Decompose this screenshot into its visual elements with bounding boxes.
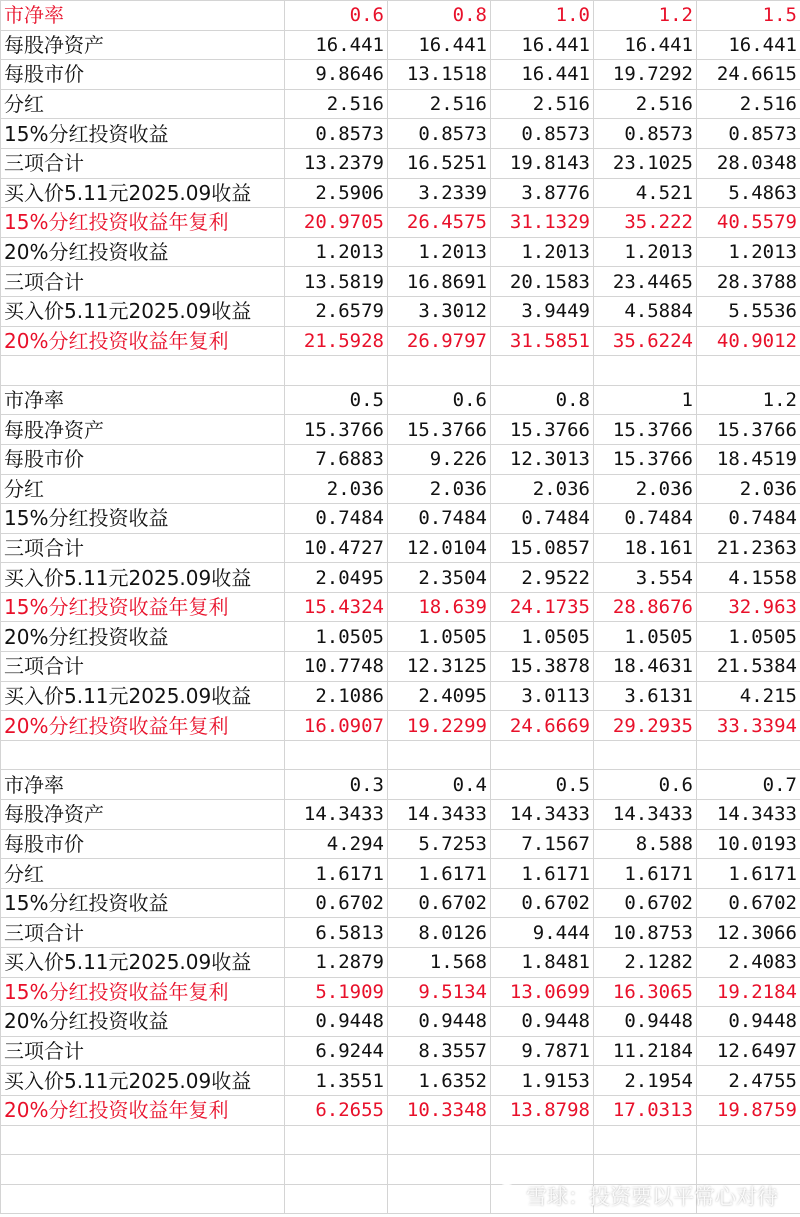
table-row xyxy=(1,888,800,918)
value-cell[interactable]: 2.036 xyxy=(594,474,697,504)
table-row xyxy=(1,89,800,119)
value-cell[interactable]: 1.0505 xyxy=(697,622,800,652)
row-label-cell[interactable]: 市净率 xyxy=(1,770,285,800)
empty-row xyxy=(1,1125,800,1155)
value-cell[interactable]: 9.444 xyxy=(491,918,594,948)
empty-cell[interactable] xyxy=(491,740,594,770)
table-row xyxy=(1,622,800,652)
value-cell[interactable]: 18.4519 xyxy=(697,444,800,474)
row-label-cell[interactable]: 每股净资产 xyxy=(1,415,285,445)
value-cell[interactable]: 16.3065 xyxy=(594,977,697,1007)
row-label-cell[interactable]: 15%分红投资收益年复利 xyxy=(1,208,285,238)
value-cell[interactable]: 19.2299 xyxy=(388,711,491,741)
table-row xyxy=(1,859,800,889)
value-cell[interactable]: 15.0857 xyxy=(491,533,594,563)
empty-cell[interactable] xyxy=(1,1184,285,1214)
table-row xyxy=(1,829,800,859)
value-cell[interactable]: 24.6615 xyxy=(697,60,800,90)
empty-cell[interactable] xyxy=(285,1155,388,1185)
table-row xyxy=(1,267,800,297)
value-cell[interactable]: 1.2879 xyxy=(285,948,388,978)
value-cell[interactable]: 5.5536 xyxy=(697,296,800,326)
value-cell[interactable]: 1.0505 xyxy=(491,622,594,652)
empty-row xyxy=(1,1155,800,1185)
value-cell[interactable]: 1.6171 xyxy=(388,859,491,889)
table-row xyxy=(1,770,800,800)
value-cell[interactable]: 15.3766 xyxy=(594,444,697,474)
row-label-cell[interactable]: 15%分红投资收益年复利 xyxy=(1,977,285,1007)
empty-cell[interactable] xyxy=(594,1125,697,1155)
value-cell[interactable]: 16.5251 xyxy=(388,148,491,178)
table-row xyxy=(1,208,800,238)
value-cell[interactable]: 1.8481 xyxy=(491,948,594,978)
row-label-cell[interactable]: 分红 xyxy=(1,474,285,504)
value-cell[interactable]: 1.0505 xyxy=(388,622,491,652)
table-row xyxy=(1,504,800,534)
empty-cell[interactable] xyxy=(594,1155,697,1185)
table-row xyxy=(1,1095,800,1125)
value-cell[interactable]: 13.0699 xyxy=(491,977,594,1007)
value-cell[interactable]: 35.6224 xyxy=(594,326,697,356)
empty-cell[interactable] xyxy=(388,1184,491,1214)
value-cell[interactable]: 0.7484 xyxy=(594,504,697,534)
row-label-cell[interactable]: 每股市价 xyxy=(1,829,285,859)
value-cell[interactable]: 23.1025 xyxy=(594,148,697,178)
value-cell[interactable]: 33.3394 xyxy=(697,711,800,741)
value-cell[interactable]: 35.222 xyxy=(594,208,697,238)
table-row xyxy=(1,296,800,326)
value-cell[interactable]: 2.516 xyxy=(388,89,491,119)
value-cell[interactable]: 15.4324 xyxy=(285,592,388,622)
row-label-cell[interactable]: 分红 xyxy=(1,89,285,119)
empty-row xyxy=(1,1184,800,1214)
value-cell[interactable]: 2.516 xyxy=(594,89,697,119)
value-cell[interactable]: 10.8753 xyxy=(594,918,697,948)
value-cell[interactable]: 16.0907 xyxy=(285,711,388,741)
empty-cell[interactable] xyxy=(697,1155,800,1185)
row-label-cell[interactable]: 买入价5.11元2025.09收益 xyxy=(1,178,285,208)
value-cell[interactable]: 16.441 xyxy=(697,30,800,60)
table-row xyxy=(1,563,800,593)
value-cell[interactable]: 12.6497 xyxy=(697,1036,800,1066)
value-cell[interactable]: 24.6669 xyxy=(491,711,594,741)
row-label-cell[interactable]: 每股净资产 xyxy=(1,800,285,830)
value-cell[interactable]: 10.3348 xyxy=(388,1095,491,1125)
empty-cell[interactable] xyxy=(697,1184,800,1214)
value-cell[interactable]: 19.2184 xyxy=(697,977,800,1007)
value-cell[interactable]: 15.3766 xyxy=(388,415,491,445)
empty-cell[interactable] xyxy=(491,1184,594,1214)
value-cell[interactable]: 9.5134 xyxy=(388,977,491,1007)
row-label-cell[interactable]: 15%分红投资收益 xyxy=(1,888,285,918)
row-label-cell[interactable]: 三项合计 xyxy=(1,533,285,563)
row-label-cell[interactable]: 每股市价 xyxy=(1,444,285,474)
empty-cell[interactable] xyxy=(388,740,491,770)
value-cell[interactable]: 1.6171 xyxy=(594,859,697,889)
empty-cell[interactable] xyxy=(1,356,285,386)
value-cell[interactable]: 10.0193 xyxy=(697,829,800,859)
value-cell[interactable]: 2.9522 xyxy=(491,563,594,593)
value-cell[interactable]: 3.6131 xyxy=(594,681,697,711)
empty-cell[interactable] xyxy=(491,1155,594,1185)
value-cell[interactable]: 2.0495 xyxy=(285,563,388,593)
value-cell[interactable]: 0.7484 xyxy=(285,504,388,534)
value-cell[interactable]: 2.036 xyxy=(491,474,594,504)
value-cell[interactable]: 0.8573 xyxy=(491,119,594,149)
row-label-cell[interactable]: 15%分红投资收益 xyxy=(1,119,285,149)
value-cell[interactable]: 3.554 xyxy=(594,563,697,593)
value-cell[interactable]: 14.3433 xyxy=(285,800,388,830)
value-cell[interactable]: 31.5851 xyxy=(491,326,594,356)
value-cell[interactable]: 13.1518 xyxy=(388,60,491,90)
value-cell[interactable]: 2.516 xyxy=(697,89,800,119)
value-cell[interactable]: 4.294 xyxy=(285,829,388,859)
value-cell[interactable]: 0.6702 xyxy=(594,888,697,918)
row-label-cell[interactable]: 20%分红投资收益 xyxy=(1,622,285,652)
value-cell[interactable]: 9.7871 xyxy=(491,1036,594,1066)
value-cell[interactable]: 8.588 xyxy=(594,829,697,859)
value-cell[interactable]: 18.639 xyxy=(388,592,491,622)
row-label-cell[interactable]: 每股市价 xyxy=(1,60,285,90)
row-label-cell[interactable]: 买入价5.11元2025.09收益 xyxy=(1,948,285,978)
value-cell[interactable]: 6.9244 xyxy=(285,1036,388,1066)
value-cell[interactable]: 15.3766 xyxy=(594,415,697,445)
row-label-cell[interactable]: 三项合计 xyxy=(1,267,285,297)
value-cell[interactable]: 0.4 xyxy=(388,770,491,800)
empty-cell[interactable] xyxy=(491,1125,594,1155)
value-cell[interactable]: 1 xyxy=(594,385,697,415)
value-cell[interactable]: 4.521 xyxy=(594,178,697,208)
value-cell[interactable]: 0.7484 xyxy=(697,504,800,534)
value-cell[interactable]: 19.7292 xyxy=(594,60,697,90)
value-cell[interactable]: 26.9797 xyxy=(388,326,491,356)
table-row xyxy=(1,119,800,149)
empty-cell[interactable] xyxy=(285,356,388,386)
value-cell[interactable]: 1.0505 xyxy=(285,622,388,652)
value-cell[interactable]: 12.3125 xyxy=(388,652,491,682)
value-cell[interactable]: 16.441 xyxy=(388,30,491,60)
value-cell[interactable]: 2.036 xyxy=(388,474,491,504)
value-cell[interactable]: 21.2363 xyxy=(697,533,800,563)
value-cell[interactable]: 23.4465 xyxy=(594,267,697,297)
value-cell[interactable]: 21.5384 xyxy=(697,652,800,682)
value-cell[interactable]: 2.1282 xyxy=(594,948,697,978)
value-cell[interactable]: 2.6579 xyxy=(285,296,388,326)
value-cell[interactable]: 0.9448 xyxy=(491,1007,594,1037)
value-cell[interactable]: 19.8759 xyxy=(697,1095,800,1125)
row-label-cell[interactable]: 市净率 xyxy=(1,385,285,415)
value-cell[interactable]: 0.5 xyxy=(491,770,594,800)
table-row xyxy=(1,977,800,1007)
value-cell[interactable]: 16.441 xyxy=(594,30,697,60)
value-cell[interactable]: 0.8 xyxy=(388,1,491,31)
value-cell[interactable]: 0.6 xyxy=(285,1,388,31)
table-row xyxy=(1,326,800,356)
empty-cell[interactable] xyxy=(1,1125,285,1155)
empty-cell[interactable] xyxy=(594,740,697,770)
table-row xyxy=(1,385,800,415)
table-row xyxy=(1,1036,800,1066)
value-cell[interactable]: 4.215 xyxy=(697,681,800,711)
value-cell[interactable]: 8.3557 xyxy=(388,1036,491,1066)
value-cell[interactable]: 29.2935 xyxy=(594,711,697,741)
value-cell[interactable]: 14.3433 xyxy=(697,800,800,830)
spreadsheet-body xyxy=(1,1,800,1214)
row-label-cell[interactable]: 三项合计 xyxy=(1,1036,285,1066)
value-cell[interactable]: 20.9705 xyxy=(285,208,388,238)
value-cell[interactable]: 0.9448 xyxy=(388,1007,491,1037)
value-cell[interactable]: 0.5 xyxy=(285,385,388,415)
row-label-cell[interactable]: 20%分红投资收益 xyxy=(1,1007,285,1037)
value-cell[interactable]: 1.568 xyxy=(388,948,491,978)
value-cell[interactable]: 20.1583 xyxy=(491,267,594,297)
value-cell[interactable]: 31.1329 xyxy=(491,208,594,238)
value-cell[interactable]: 2.516 xyxy=(491,89,594,119)
value-cell[interactable]: 13.2379 xyxy=(285,148,388,178)
value-cell[interactable]: 2.4083 xyxy=(697,948,800,978)
value-cell[interactable]: 6.2655 xyxy=(285,1095,388,1125)
empty-cell[interactable] xyxy=(285,740,388,770)
value-cell[interactable]: 0.7 xyxy=(697,770,800,800)
value-cell[interactable]: 40.9012 xyxy=(697,326,800,356)
value-cell[interactable]: 5.4863 xyxy=(697,178,800,208)
value-cell[interactable]: 8.0126 xyxy=(388,918,491,948)
value-cell[interactable]: 7.1567 xyxy=(491,829,594,859)
watermark-text: 雪球：投资要以平常心对待 xyxy=(526,1185,778,1209)
value-cell[interactable]: 16.441 xyxy=(285,30,388,60)
value-cell[interactable]: 1.2013 xyxy=(388,237,491,267)
empty-cell[interactable] xyxy=(388,1155,491,1185)
value-cell[interactable]: 18.4631 xyxy=(594,652,697,682)
value-cell[interactable]: 14.3433 xyxy=(594,800,697,830)
value-cell[interactable]: 0.8573 xyxy=(388,119,491,149)
empty-cell[interactable] xyxy=(388,1125,491,1155)
value-cell[interactable]: 0.8573 xyxy=(697,119,800,149)
value-cell[interactable]: 28.3788 xyxy=(697,267,800,297)
empty-cell[interactable] xyxy=(1,740,285,770)
table-row xyxy=(1,178,800,208)
value-cell[interactable]: 1.2013 xyxy=(594,237,697,267)
table-row xyxy=(1,533,800,563)
row-label-cell[interactable]: 三项合计 xyxy=(1,148,285,178)
empty-cell[interactable] xyxy=(388,356,491,386)
value-cell[interactable]: 6.5813 xyxy=(285,918,388,948)
table-row xyxy=(1,60,800,90)
value-cell[interactable]: 3.3012 xyxy=(388,296,491,326)
value-cell[interactable]: 14.3433 xyxy=(388,800,491,830)
value-cell[interactable]: 14.3433 xyxy=(491,800,594,830)
value-cell[interactable]: 0.8573 xyxy=(594,119,697,149)
empty-row xyxy=(1,356,800,386)
row-label-cell[interactable]: 买入价5.11元2025.09收益 xyxy=(1,563,285,593)
empty-row xyxy=(1,740,800,770)
row-label-cell[interactable]: 15%分红投资收益 xyxy=(1,504,285,534)
value-cell[interactable]: 0.6702 xyxy=(697,888,800,918)
value-cell[interactable]: 0.8573 xyxy=(285,119,388,149)
row-label-cell[interactable]: 每股净资产 xyxy=(1,30,285,60)
value-cell[interactable]: 0.7484 xyxy=(491,504,594,534)
value-cell[interactable]: 0.8 xyxy=(491,385,594,415)
value-cell[interactable]: 2.036 xyxy=(285,474,388,504)
row-label-cell[interactable]: 市净率 xyxy=(1,1,285,31)
value-cell[interactable]: 15.3766 xyxy=(491,415,594,445)
table-row xyxy=(1,444,800,474)
value-cell[interactable]: 3.9449 xyxy=(491,296,594,326)
value-cell[interactable]: 0.9448 xyxy=(697,1007,800,1037)
value-cell[interactable]: 4.1558 xyxy=(697,563,800,593)
row-label-cell[interactable]: 20%分红投资收益年复利 xyxy=(1,1095,285,1125)
value-cell[interactable]: 9.226 xyxy=(388,444,491,474)
value-cell[interactable]: 19.8143 xyxy=(491,148,594,178)
value-cell[interactable]: 11.2184 xyxy=(594,1036,697,1066)
value-cell[interactable]: 15.3766 xyxy=(697,415,800,445)
row-label-cell[interactable]: 15%分红投资收益年复利 xyxy=(1,592,285,622)
value-cell[interactable]: 0.7484 xyxy=(388,504,491,534)
value-cell[interactable]: 0.9448 xyxy=(285,1007,388,1037)
value-cell[interactable]: 9.8646 xyxy=(285,60,388,90)
empty-cell[interactable] xyxy=(1,1155,285,1185)
empty-cell[interactable] xyxy=(697,740,800,770)
value-cell[interactable]: 1.9153 xyxy=(491,1066,594,1096)
row-label-cell[interactable]: 分红 xyxy=(1,859,285,889)
value-cell[interactable]: 2.1954 xyxy=(594,1066,697,1096)
table-row xyxy=(1,652,800,682)
value-cell[interactable]: 2.4095 xyxy=(388,681,491,711)
value-cell[interactable]: 0.6702 xyxy=(285,888,388,918)
value-cell[interactable]: 10.7748 xyxy=(285,652,388,682)
value-cell[interactable]: 12.3066 xyxy=(697,918,800,948)
value-cell[interactable]: 0.6 xyxy=(388,385,491,415)
value-cell[interactable]: 2.3504 xyxy=(388,563,491,593)
value-cell[interactable]: 1.6171 xyxy=(491,859,594,889)
value-cell[interactable]: 1.0 xyxy=(491,1,594,31)
row-label-cell[interactable]: 三项合计 xyxy=(1,918,285,948)
table-row xyxy=(1,474,800,504)
table-row xyxy=(1,800,800,830)
value-cell[interactable]: 0.9448 xyxy=(594,1007,697,1037)
value-cell[interactable]: 12.0104 xyxy=(388,533,491,563)
value-cell[interactable]: 32.963 xyxy=(697,592,800,622)
table-row xyxy=(1,681,800,711)
row-label-cell[interactable]: 买入价5.11元2025.09收益 xyxy=(1,296,285,326)
empty-cell[interactable] xyxy=(285,1125,388,1155)
value-cell[interactable]: 3.0113 xyxy=(491,681,594,711)
table-row xyxy=(1,415,800,445)
value-cell[interactable]: 24.1735 xyxy=(491,592,594,622)
value-cell[interactable]: 1.2 xyxy=(594,1,697,31)
value-cell[interactable]: 12.3013 xyxy=(491,444,594,474)
value-cell[interactable]: 1.5 xyxy=(697,1,800,31)
table-row xyxy=(1,948,800,978)
value-cell[interactable]: 0.6 xyxy=(594,770,697,800)
empty-cell[interactable] xyxy=(594,1184,697,1214)
empty-cell[interactable] xyxy=(491,356,594,386)
empty-cell[interactable] xyxy=(594,356,697,386)
value-cell[interactable]: 40.5579 xyxy=(697,208,800,238)
value-cell[interactable]: 26.4575 xyxy=(388,208,491,238)
value-cell[interactable]: 1.2013 xyxy=(697,237,800,267)
value-cell[interactable]: 16.441 xyxy=(491,30,594,60)
value-cell[interactable]: 15.3878 xyxy=(491,652,594,682)
table-row xyxy=(1,1,800,31)
value-cell[interactable]: 16.441 xyxy=(491,60,594,90)
value-cell[interactable]: 5.1909 xyxy=(285,977,388,1007)
value-cell[interactable]: 1.2013 xyxy=(491,237,594,267)
table-row xyxy=(1,1007,800,1037)
value-cell[interactable]: 2.5906 xyxy=(285,178,388,208)
value-cell[interactable]: 1.6171 xyxy=(697,859,800,889)
table-row xyxy=(1,148,800,178)
value-cell[interactable]: 1.6171 xyxy=(285,859,388,889)
value-cell[interactable]: 4.5884 xyxy=(594,296,697,326)
value-cell[interactable]: 0.6702 xyxy=(388,888,491,918)
row-label-cell[interactable]: 20%分红投资收益年复利 xyxy=(1,326,285,356)
row-label-cell[interactable]: 20%分红投资收益年复利 xyxy=(1,711,285,741)
value-cell[interactable]: 17.0313 xyxy=(594,1095,697,1125)
value-cell[interactable]: 1.0505 xyxy=(594,622,697,652)
value-cell[interactable]: 28.0348 xyxy=(697,148,800,178)
value-cell[interactable]: 7.6883 xyxy=(285,444,388,474)
value-cell[interactable]: 5.7253 xyxy=(388,829,491,859)
value-cell[interactable]: 10.4727 xyxy=(285,533,388,563)
table-row xyxy=(1,711,800,741)
value-cell[interactable]: 1.6352 xyxy=(388,1066,491,1096)
empty-cell[interactable] xyxy=(697,1125,800,1155)
value-cell[interactable]: 28.8676 xyxy=(594,592,697,622)
value-cell[interactable]: 0.3 xyxy=(285,770,388,800)
value-cell[interactable]: 2.516 xyxy=(285,89,388,119)
table-row xyxy=(1,1066,800,1096)
empty-cell[interactable] xyxy=(285,1184,388,1214)
table-row xyxy=(1,30,800,60)
table-row xyxy=(1,592,800,622)
value-cell[interactable]: 3.2339 xyxy=(388,178,491,208)
value-cell[interactable]: 0.6702 xyxy=(491,888,594,918)
value-cell[interactable]: 13.5819 xyxy=(285,267,388,297)
value-cell[interactable]: 2.1086 xyxy=(285,681,388,711)
empty-cell[interactable] xyxy=(697,356,800,386)
value-cell[interactable]: 13.8798 xyxy=(491,1095,594,1125)
value-cell[interactable]: 18.161 xyxy=(594,533,697,563)
value-cell[interactable]: 16.8691 xyxy=(388,267,491,297)
value-cell[interactable]: 2.4755 xyxy=(697,1066,800,1096)
value-cell[interactable]: 1.3551 xyxy=(285,1066,388,1096)
row-label-cell[interactable]: 买入价5.11元2025.09收益 xyxy=(1,681,285,711)
table-row xyxy=(1,237,800,267)
table-row xyxy=(1,918,800,948)
value-cell[interactable]: 1.2013 xyxy=(285,237,388,267)
row-label-cell[interactable]: 买入价5.11元2025.09收益 xyxy=(1,1066,285,1096)
value-cell[interactable]: 2.036 xyxy=(697,474,800,504)
row-label-cell[interactable]: 三项合计 xyxy=(1,652,285,682)
value-cell[interactable]: 21.5928 xyxy=(285,326,388,356)
value-cell[interactable]: 3.8776 xyxy=(491,178,594,208)
value-cell[interactable]: 15.3766 xyxy=(285,415,388,445)
row-label-cell[interactable]: 20%分红投资收益 xyxy=(1,237,285,267)
value-cell[interactable]: 1.2 xyxy=(697,385,800,415)
